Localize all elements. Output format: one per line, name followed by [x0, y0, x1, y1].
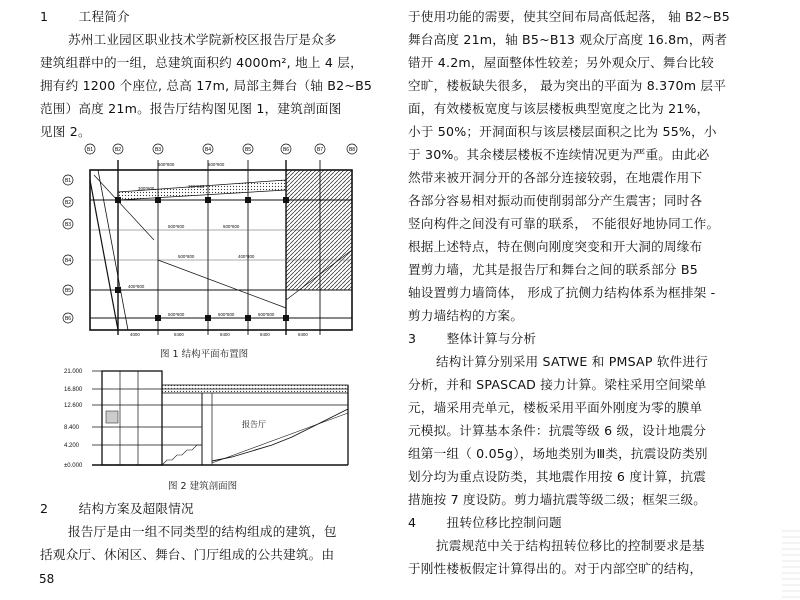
- section-4-number: 4: [408, 515, 417, 530]
- beam-label: 400*800: [238, 254, 255, 259]
- section-1-line: 见图 2。: [40, 124, 91, 139]
- axis-bubble-label: B4: [204, 147, 212, 153]
- axis-bubble-label: B7: [316, 147, 324, 153]
- elevation-label: 12.600: [64, 403, 83, 409]
- body-line: 舞台高度 21m，轴 B5~B13 观众厅高度 16.8m，两者: [408, 32, 728, 47]
- beam-label: 250*850: [188, 184, 205, 189]
- axis-bubble-label: B3: [64, 222, 72, 228]
- section-1-title: 工程简介: [78, 9, 130, 24]
- elevation-label: ±0.000: [64, 463, 83, 469]
- section-2-line: 报告厅是由一组不同类型的结构组成的建筑，包: [68, 524, 337, 539]
- dimension-label: 8400: [220, 332, 230, 337]
- axis-bubble-label: B5: [64, 288, 72, 294]
- body-line: 剪力墙结构的方案。: [408, 308, 524, 323]
- beam-label: 500*800: [168, 224, 185, 229]
- section-3-line: 分析，并和 SPASCAD 接力计算。梁柱采用空间梁单: [408, 377, 707, 392]
- axis-bubble-label: B2: [114, 147, 122, 153]
- section-4-line: 于刚性楼板假定计算得出的。对于内部空旷的结构，: [408, 561, 703, 576]
- beam-label: 500*800: [208, 162, 225, 167]
- elevation-label: 21.000: [64, 369, 83, 375]
- section-4-title: 扭转位移比控制问题: [446, 515, 562, 530]
- dimension-label: 4000: [130, 332, 140, 337]
- figure-2-building-section: [62, 363, 352, 476]
- section-1-line: 范围）高度 21m。报告厅结构图见图 1，建筑剖面图: [40, 101, 342, 116]
- axis-bubble-label: B6: [64, 316, 72, 322]
- figure-2-caption: 图 2 建筑剖面图: [168, 481, 238, 492]
- beam-label: 500*800: [168, 312, 185, 317]
- beam-label: 500*800: [218, 312, 235, 317]
- section-1-heading: [40, 6, 130, 27]
- body-line: 置剪力墙，尤其是报告厅和舞台之间的联系部分 B5: [408, 262, 698, 277]
- beam-label: 500*800: [258, 312, 275, 317]
- section-2-heading: [40, 498, 194, 519]
- page-number: 58: [39, 572, 55, 586]
- body-line: 竖向构件之间没有可靠的联系， 不能很好地协同工作。: [408, 216, 720, 231]
- body-line: 轴设置剪力墙筒体， 形成了抗侧力结构体系为框排架 -: [408, 285, 716, 300]
- section-2-line: 括观众厅、休闲区、舞台、门厅组成的公共建筑。由: [40, 547, 335, 562]
- section-3-title: 整体计算与分析: [446, 331, 537, 346]
- body-line: 各部分容易相对振动而使削弱部分产生震害；同时各: [408, 193, 703, 208]
- section-3-line: 划分均为重点设防类，其地震作用按 6 度计算，抗震: [408, 469, 707, 484]
- section-3-line: 结构计算分别采用 SATWE 和 PMSAP 软件进行: [436, 354, 708, 369]
- room-label: 报告厅: [242, 420, 266, 429]
- elevation-label: 16.800: [64, 387, 83, 393]
- section-4-line: 抗震规范中关于结构扭转位移比的控制要求是基: [436, 538, 705, 553]
- axis-bubble-label: B6: [282, 147, 290, 153]
- section-3-line: 组第一组（ 0.05g），场地类别为Ⅲ类，抗震设防类别: [408, 446, 708, 461]
- body-line: 根据上述特点，特在侧向刚度突变和开大洞的周缘布: [408, 239, 703, 254]
- figure-1-structural-plan: [58, 140, 380, 340]
- body-line: 于 30%。其余楼层楼板不连续情况更为严重。由此必: [408, 147, 710, 162]
- section-4-heading: [408, 512, 562, 533]
- body-line: 空旷，楼板缺失很多， 最为突出的平面为 8.370m 层平: [408, 78, 727, 93]
- section-1-line: 苏州工业园区职业技术学院新校区报告厅是众多: [68, 32, 337, 47]
- beam-label: 500*800: [223, 224, 240, 229]
- beam-label: 500*800: [158, 162, 175, 167]
- section-2-number: 2: [40, 501, 49, 516]
- beam-label: 400*800: [128, 284, 145, 289]
- body-line: 然带来被开洞分开的各部分连接较弱，在地震作用下: [408, 170, 703, 185]
- section-3-line: 措施按 7 度设防。剪力墙抗震等级二级；框架三级。: [408, 492, 707, 507]
- body-line: 错开 4.2m，屋面整体性较差；另外观众厅、舞台比较: [408, 55, 714, 70]
- axis-bubble-label: B8: [348, 147, 356, 153]
- elevation-label: 8.400: [64, 425, 80, 431]
- axis-bubble-label: B2: [64, 200, 72, 206]
- section-3-heading: [408, 328, 536, 349]
- page-edge-shadow: [782, 530, 800, 600]
- axis-bubble-label: B3: [154, 147, 162, 153]
- building-section-drawing: [62, 363, 352, 476]
- section-3-line: 元模拟。计算基本条件：抗震等级 6 级，设计地震分: [408, 423, 707, 438]
- section-3-line: 元，墙采用壳单元，楼板采用平面外刚度为零的膜单: [408, 400, 703, 415]
- dimension-label: 8400: [174, 332, 184, 337]
- beam-label: 300*900: [138, 186, 155, 191]
- dimension-label: 8400: [298, 332, 308, 337]
- body-line: 小于 50%；开洞面积与该层楼层面积之比为 55%，小: [408, 124, 717, 139]
- axis-bubble-label: B4: [64, 258, 72, 264]
- figure-1-caption: 图 1 结构平面布置图: [160, 349, 249, 360]
- dimension-label: 8400: [260, 332, 270, 337]
- structural-plan-drawing: [58, 140, 380, 340]
- section-1-line: 建筑组群中的一组，总建筑面积约 4000m², 地上 4 层，: [40, 55, 363, 70]
- body-line: 于使用功能的需要，使其空间布局高低起落， 轴 B2~B5: [408, 9, 730, 24]
- axis-bubble-label: B5: [244, 147, 252, 153]
- section-3-number: 3: [408, 331, 417, 346]
- body-line: 面，有效楼板宽度与该层楼板典型宽度之比为 21%，: [408, 101, 710, 116]
- section-1-number: 1: [40, 9, 49, 24]
- axis-bubble-label: B1: [64, 178, 72, 184]
- beam-label: 500*800: [178, 254, 195, 259]
- axis-bubble-label: B1: [86, 147, 94, 153]
- section-1-line: 拥有约 1200 个座位, 总高 17m, 局部主舞台（轴 B2~B5: [40, 78, 373, 93]
- section-2-title: 结构方案及超限情况: [78, 501, 194, 516]
- elevation-label: 4.200: [64, 443, 80, 449]
